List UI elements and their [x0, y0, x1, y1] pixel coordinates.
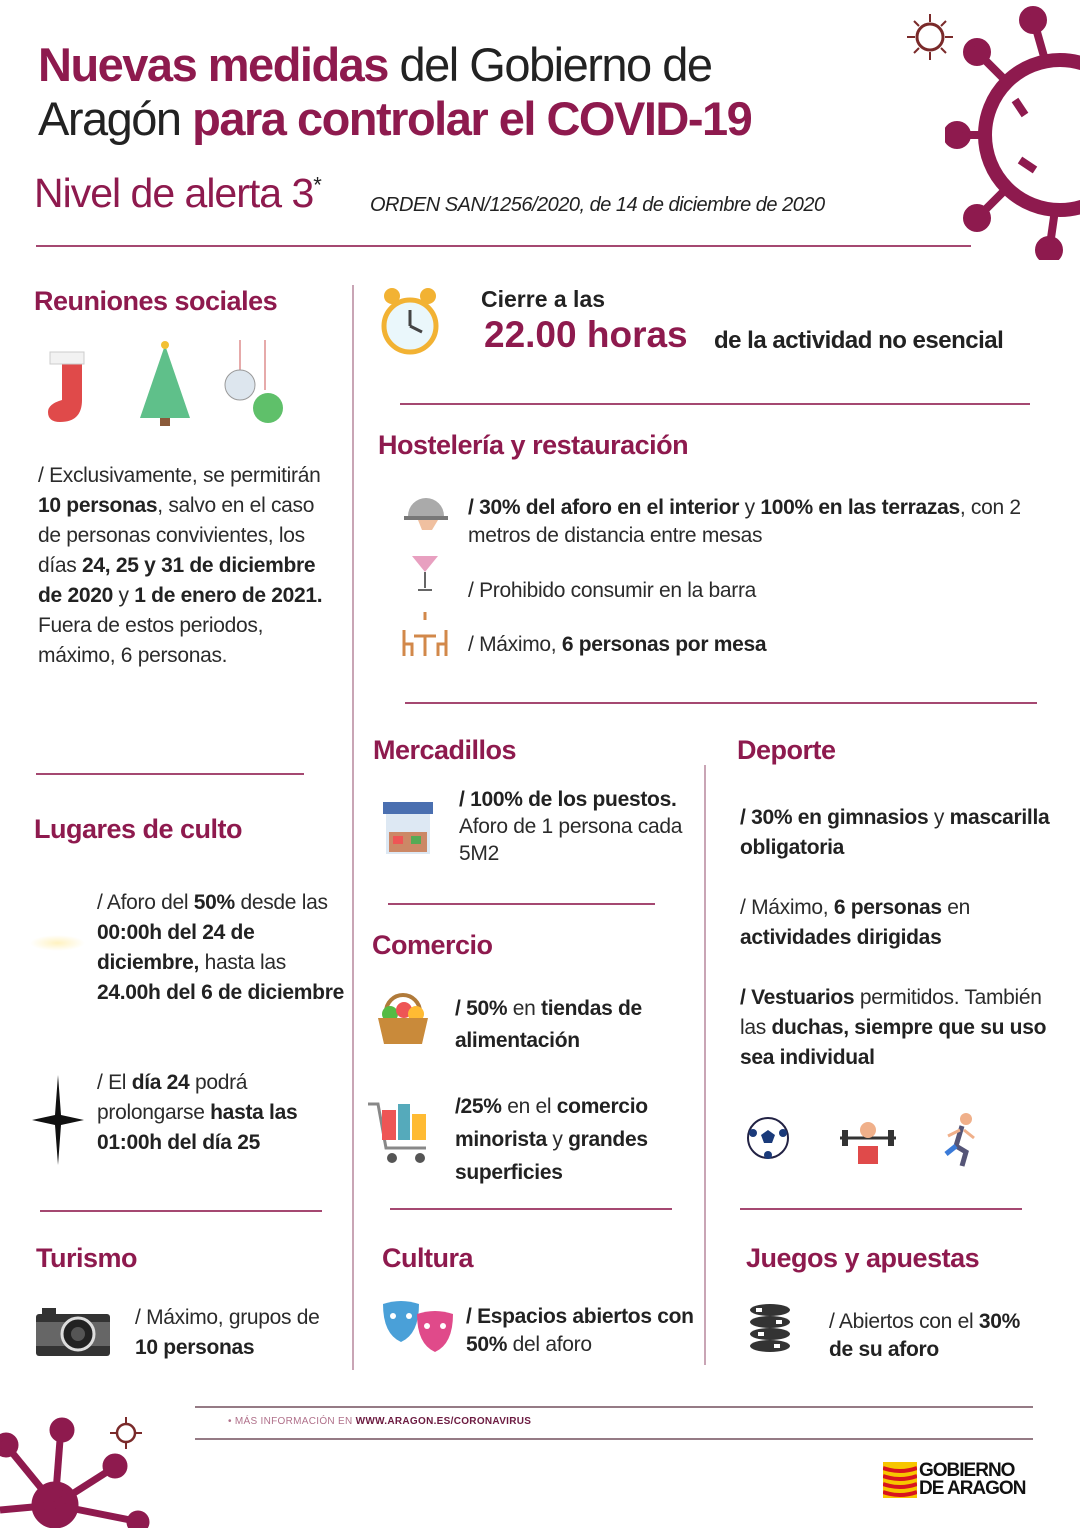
cloche-icon: [404, 492, 448, 532]
bold-text: 6 personas: [833, 896, 942, 919]
virus-icon: [945, 0, 1080, 260]
table-chairs-icon: [400, 612, 450, 658]
divider: [405, 702, 1037, 704]
basket-icon: [376, 990, 430, 1046]
text-segment: en: [941, 896, 971, 919]
text-segment: del aforo: [507, 1333, 592, 1356]
cierre-time: 22.00 horas: [484, 314, 688, 355]
deporte-text-2: [740, 893, 1060, 953]
section-title-reuniones: Reuniones sociales: [34, 286, 278, 316]
camera-icon: [36, 1308, 110, 1356]
hosteleria-text-3: [468, 630, 766, 660]
text-segment: / El: [97, 1071, 132, 1094]
bold-text: tiendas de alimentación: [455, 997, 642, 1052]
runner-icon: [940, 1112, 980, 1168]
culto-text-1: [97, 888, 347, 1008]
divider: [40, 1210, 322, 1212]
bold-text: 10 personas: [135, 1336, 255, 1359]
text-segment: hasta las: [199, 951, 286, 974]
star-icon: [32, 1075, 84, 1165]
bold-text: 24, 25 y 31 de diciembre de 2020: [38, 554, 316, 607]
weightlifting-icon: [838, 1118, 898, 1166]
section-title-culto: Lugares de culto: [34, 814, 243, 844]
bold-text: comercio minorista: [455, 1095, 648, 1151]
text-segment: / Abiertos con el: [829, 1310, 979, 1333]
small-virus-icon: [905, 12, 955, 62]
bold-text: / Vestuarios: [740, 986, 855, 1009]
alarm-clock-icon: [380, 284, 440, 358]
text-segment: / Máximo,: [740, 896, 834, 919]
text-segment: / Máximo, grupos de: [135, 1306, 320, 1329]
order-reference: ORDEN SAN/1256/2020, de 14 de diciembre de 2020: [370, 194, 825, 216]
section-title-hosteleria: Hostelería y restauración: [378, 430, 689, 460]
text-segment: / Prohibido consumir en la barra: [468, 579, 757, 602]
bold-text: duchas, siempre que su uso sea individual: [740, 1016, 1047, 1069]
bold-text: para controlar el COVID-19: [192, 92, 752, 145]
alert-level: [34, 170, 321, 217]
text-segment: Aforo de 1 persona cada 5M2: [459, 815, 683, 865]
text-segment: y: [928, 806, 950, 829]
bold-text: día 24: [131, 1071, 190, 1094]
divider: [390, 1208, 672, 1210]
text-segment: y: [739, 496, 761, 519]
bold-text: 00:00h del 24 de diciembre,: [97, 921, 255, 974]
text-segment: en el: [501, 1095, 557, 1118]
bold-text: 100% en las terrazas: [760, 496, 960, 519]
text-segment: , salvo en el caso de personas convivientes, los días: [38, 494, 315, 577]
hosteleria-text-1: [468, 494, 1038, 550]
text-segment: permitidos. También las: [740, 986, 1042, 1039]
bold-text: /25%: [455, 1095, 502, 1118]
divider: [36, 245, 971, 247]
divider: [740, 1208, 1022, 1210]
alert-level-text: Nivel de alerta 3: [34, 170, 314, 216]
section-title-turismo: Turismo: [36, 1243, 138, 1273]
culto-text-2: [97, 1068, 347, 1158]
deporte-text-3: [740, 983, 1070, 1073]
bold-text: / 50%: [455, 997, 508, 1020]
section-title-deporte: Deporte: [737, 735, 836, 765]
page-title: [38, 38, 751, 146]
cierre-line1: Cierre a las: [481, 286, 606, 312]
cultura-text: [466, 1303, 696, 1359]
text-segment: del Gobierno de: [387, 38, 712, 91]
bold-text: actividades dirigidas: [740, 926, 942, 949]
bold-text: 50%: [193, 891, 235, 914]
poker-chips-icon: [748, 1302, 792, 1358]
text-segment: Aragón: [38, 92, 193, 145]
text-segment: , con 2 metros de distancia entre mesas: [468, 496, 1021, 547]
title-line-2: [38, 92, 751, 146]
column-divider: [704, 765, 706, 1365]
text-segment: y: [112, 584, 135, 607]
divider: [36, 773, 304, 775]
small-virus-icon-bottom: [108, 1415, 144, 1451]
text-segment: / Exclusivamente, se permitirán: [38, 464, 321, 487]
soccer-ball-icon: [745, 1115, 791, 1161]
bold-text: / 100% de los puestos.: [459, 788, 677, 811]
comercio-text-2: [455, 1090, 700, 1189]
title-line-1: [38, 38, 751, 92]
bold-text: 1 de enero de 2021.: [134, 584, 323, 607]
more-info: • MÁS INFORMACIÓN EN WWW.ARAGON.ES/CORONAVIRUS: [228, 1416, 532, 1427]
mercadillos-text: [459, 786, 689, 867]
comercio-text-1: [455, 993, 695, 1057]
bold-text: / Espacios abiertos con 50%: [466, 1305, 694, 1356]
divider: [195, 1438, 1033, 1440]
section-title-juegos: Juegos y apuestas: [746, 1243, 980, 1273]
deporte-text-1: [740, 803, 1060, 863]
aragon-flag-icon: [883, 1462, 917, 1498]
text-segment: podrá prolongarse: [97, 1071, 248, 1124]
logo-line-2: DE ARAGON: [919, 1478, 1026, 1499]
section-title-comercio: Comercio: [372, 930, 493, 960]
reuniones-text: [38, 461, 328, 671]
text-segment: / Máximo,: [468, 633, 562, 656]
hosteleria-text-2: [468, 576, 756, 606]
more-info-label: MÁS INFORMACIÓN EN: [234, 1416, 356, 1427]
turismo-text: [135, 1303, 345, 1363]
bold-text: 6 personas por mesa: [561, 633, 767, 656]
shopping-cart-icon: [366, 1100, 434, 1166]
gobierno-aragon-logo: [883, 1462, 1025, 1498]
divider: [195, 1406, 1033, 1408]
text-segment: en: [507, 997, 542, 1020]
section-title-mercadillos: Mercadillos: [373, 735, 517, 765]
cocktail-icon: [410, 550, 440, 592]
divider: [388, 903, 655, 905]
juegos-text: [829, 1308, 1029, 1364]
christmas-decorations-icon: [40, 340, 290, 430]
bold-text: / 30% en gimnasios: [740, 806, 929, 829]
text-segment: / Aforo del: [97, 891, 194, 914]
bold-text: Nuevas medidas: [38, 38, 388, 91]
bold-text: hasta las 01:00h del día 25: [97, 1101, 298, 1154]
bold-text: grandes superficies: [455, 1128, 648, 1184]
alert-footnote-mark: *: [313, 172, 321, 198]
text-segment: y: [546, 1128, 569, 1151]
bold-text: mascarilla obligatoria: [740, 806, 1050, 859]
theater-masks-icon: [381, 1300, 457, 1356]
bold-text: 10 personas: [38, 494, 158, 517]
divider: [400, 403, 1030, 405]
glow-icon: [30, 935, 85, 951]
text-segment: Fuera de estos periodos, máximo, 6 personas.: [38, 614, 264, 667]
cierre-rest: de la actividad no esencial: [714, 327, 1004, 354]
more-info-link[interactable]: WWW.ARAGON.ES/CORONAVIRUS: [355, 1416, 532, 1427]
bold-text: / 30% del aforo en el interior: [468, 496, 740, 519]
logo-line-1: GOBIERNO: [919, 1460, 1015, 1481]
text-segment: desde las: [234, 891, 328, 914]
bold-text: 24.00h del 6 de diciembre: [97, 981, 344, 1004]
bold-text: 30% de su aforo: [829, 1310, 1020, 1361]
section-title-cultura: Cultura: [382, 1243, 473, 1273]
column-divider: [352, 285, 354, 1370]
market-stall-icon: [383, 802, 433, 856]
